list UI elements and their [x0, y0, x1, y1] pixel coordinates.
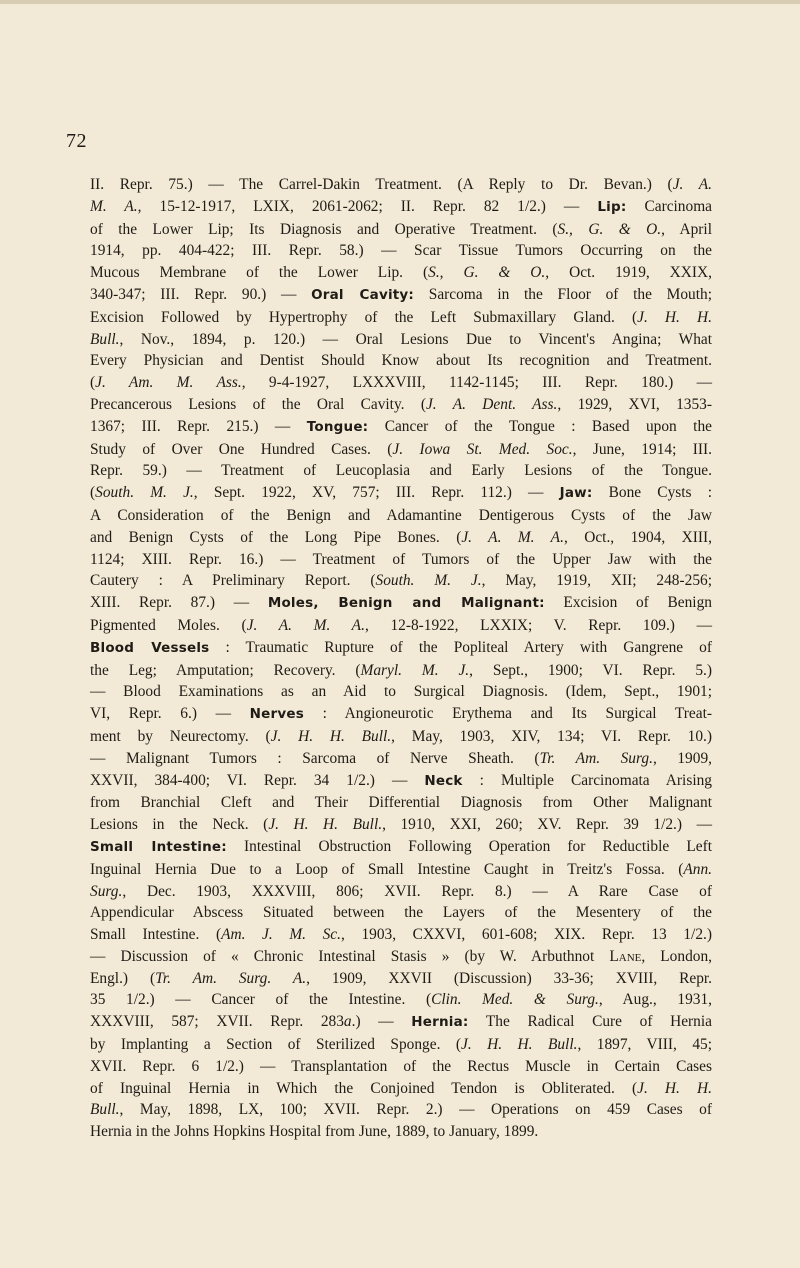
text-line: XXVII, 384-400; VI. Repr. 34 1/2.) — Neck : Multiple Carcinomata Arising	[90, 771, 712, 789]
text-line: XIII. Repr. 87.) — Moles, Benign and Malignant: Excision of Benign	[90, 594, 712, 612]
section-heading-hernia: Hernia:	[411, 1014, 469, 1031]
text-line: by Implanting a Section of Sterilized Sponge. (J. H. H. Bull., 1897, VIII, 45;	[90, 1036, 712, 1054]
text-line: Hernia in the Johns Hopkins Hospital from June, 1889, to January, 1899.	[90, 1123, 539, 1141]
text-line: (J. Am. M. Ass., 9-4-1927, LXXXVIII, 1142-1145; III. Repr. 180.) —	[90, 374, 712, 392]
text-line: Bull., Nov., 1894, p. 120.) — Oral Lesions Due to Vincent's Angina; What	[90, 330, 712, 348]
text-line: (South. M. J., Sept. 1922, XV, 757; III. Repr. 112.) — Jaw: Bone Cysts :	[90, 484, 712, 502]
section-heading-lip: Lip:	[597, 198, 627, 215]
text-line: Blood Vessels : Traumatic Rupture of the Popliteal Artery with Gangrene of	[90, 638, 712, 656]
text-line: 340-347; III. Repr. 90.) — Oral Cavity: Sarcoma in the Floor of the Mouth;	[90, 285, 712, 303]
text-line: Study of Over One Hundred Cases. (J. Iowa St. Med. Soc., June, 1914; III.	[90, 440, 713, 458]
text-line: 1124; XIII. Repr. 16.) — Treatment of Tumors of the Upper Jaw with the	[90, 550, 712, 568]
page-number: 72	[66, 130, 87, 152]
text-line: Appendicular Abscess Situated between the Layers of the Mesentery of the	[90, 904, 712, 922]
text-line: and Benign Cysts of the Long Pipe Bones. (J. A. M. A., Oct., 1904, XIII,	[90, 528, 712, 546]
text-line: Small Intestine: Intestinal Obstruction Following Operation for Reductible Left	[90, 837, 712, 855]
text-line: Inguinal Hernia Due to a Loop of Small Intestine Caught in Treitz's Fossa. (Ann.	[90, 860, 712, 878]
section-heading-small-intestine: Small Intestine:	[90, 838, 227, 855]
text-line: XVII. Repr. 6 1/2.) — Transplantation of the Rectus Muscle in Certain Cases	[90, 1057, 712, 1075]
text-line: Engl.) (Tr. Am. Surg. A., 1909, XXVII (Discussion) 33-36; XVIII, Repr.	[90, 969, 713, 987]
section-heading-jaw: Jaw:	[559, 485, 593, 502]
text-line: 1367; III. Repr. 215.) — Tongue: Cancer of the Tongue : Based upon the	[90, 417, 712, 435]
text-line: Small Intestine. (Am. J. M. Sc., 1903, CXXVI, 601-608; XIX. Repr. 13 1/2.)	[90, 926, 712, 944]
text-line: of Inguinal Hernia in Which the Conjoined Tendon is Obliterated. (J. H. H.	[90, 1079, 712, 1097]
text-line: A Consideration of the Benign and Adamantine Dentigerous Cysts of the Jaw	[90, 506, 712, 524]
text-line: Precancerous Lesions of the Oral Cavity. (J. A. Dent. Ass., 1929, XVI, 1353-	[90, 395, 712, 413]
text-line: XXXVIII, 587; XVII. Repr. 283a.) — Hernia: The Radical Cure of Hernia	[90, 1013, 712, 1031]
text-line: ment by Neurectomy. (J. H. H. Bull., May, 1903, XIV, 134; VI. Repr. 10.)	[90, 727, 712, 745]
text-line: Lesions in the Neck. (J. H. H. Bull., 1910, XXI, 260; XV. Repr. 39 1/2.) —	[90, 816, 712, 834]
text-line: Excision Followed by Hypertrophy of the Left Submaxillary Gland. (J. H. H.	[90, 308, 712, 326]
text-line: VI, Repr. 6.) — Nerves : Angioneurotic Erythema and Its Surgical Treat-	[90, 705, 712, 723]
text-line: of the Lower Lip; Its Diagnosis and Operative Treatment. (S., G. & O., April	[90, 220, 712, 238]
text-line: Every Physician and Dentist Should Know about Its recognition and Treatment.	[90, 352, 712, 370]
text-line: II. Repr. 75.) — The Carrel-Dakin Treatment. (A Reply to Dr. Bevan.) (J. A.	[90, 176, 713, 193]
text-line: Mucous Membrane of the Lower Lip. (S., G. & O., Oct. 1919, XXIX,	[90, 264, 713, 282]
text-line: Bull., May, 1898, LX, 100; XVII. Repr. 2.) — Operations on 459 Cases of	[90, 1101, 712, 1119]
section-heading-neck: Neck	[424, 772, 463, 789]
text-line: — Malignant Tumors : Sarcoma of Nerve Sheath. (Tr. Am. Surg., 1909,	[90, 749, 712, 767]
text-line: — Discussion of « Chronic Intestinal Stasis » (by W. Arbuthnot Lane, London,	[90, 947, 713, 965]
text-line: Repr. 59.) — Treatment of Leucoplasia and Early Lesions of the Tongue.	[90, 462, 712, 480]
text-line: 1914, pp. 404-422; III. Repr. 58.) — Scar Tissue Tumors Occurring on the	[90, 242, 712, 260]
page-edge-rule	[0, 0, 800, 4]
bibliography-text	[90, 174, 712, 1143]
section-heading-oral-cavity: Oral Cavity:	[311, 286, 415, 303]
text-line: — Blood Examinations as an Aid to Surgical Diagnosis. (Idem, Sept., 1901;	[90, 683, 712, 701]
text-line: Surg., Dec. 1903, XXXVIII, 806; XVII. Repr. 8.) — A Rare Case of	[90, 882, 712, 900]
section-heading-tongue: Tongue:	[306, 418, 369, 435]
section-heading-blood-vessels: Blood Vessels	[90, 639, 210, 656]
text-line: 35 1/2.) — Cancer of the Intestine. (Clin. Med. & Surg., Aug., 1931,	[90, 991, 712, 1009]
text-line: Pigmented Moles. (J. A. M. A., 12-8-1922, LXXIX; V. Repr. 109.) —	[90, 616, 712, 634]
text-line: M. A., 15-12-1917, LXIX, 2061-2062; II. Repr. 82 1/2.) — Lip: Carcinoma	[90, 197, 712, 215]
text-line: Cautery : A Preliminary Report. (South. M. J., May, 1919, XII; 248-256;	[90, 572, 712, 590]
section-heading-moles: Moles, Benign and Malignant:	[267, 595, 545, 612]
section-heading-nerves: Nerves	[249, 706, 304, 723]
text-line: from Branchial Cleft and Their Differential Diagnosis from Other Malignant	[90, 794, 712, 812]
text-line: the Leg; Amputation; Recovery. (Maryl. M. J., Sept., 1900; VI. Repr. 5.)	[90, 661, 713, 679]
